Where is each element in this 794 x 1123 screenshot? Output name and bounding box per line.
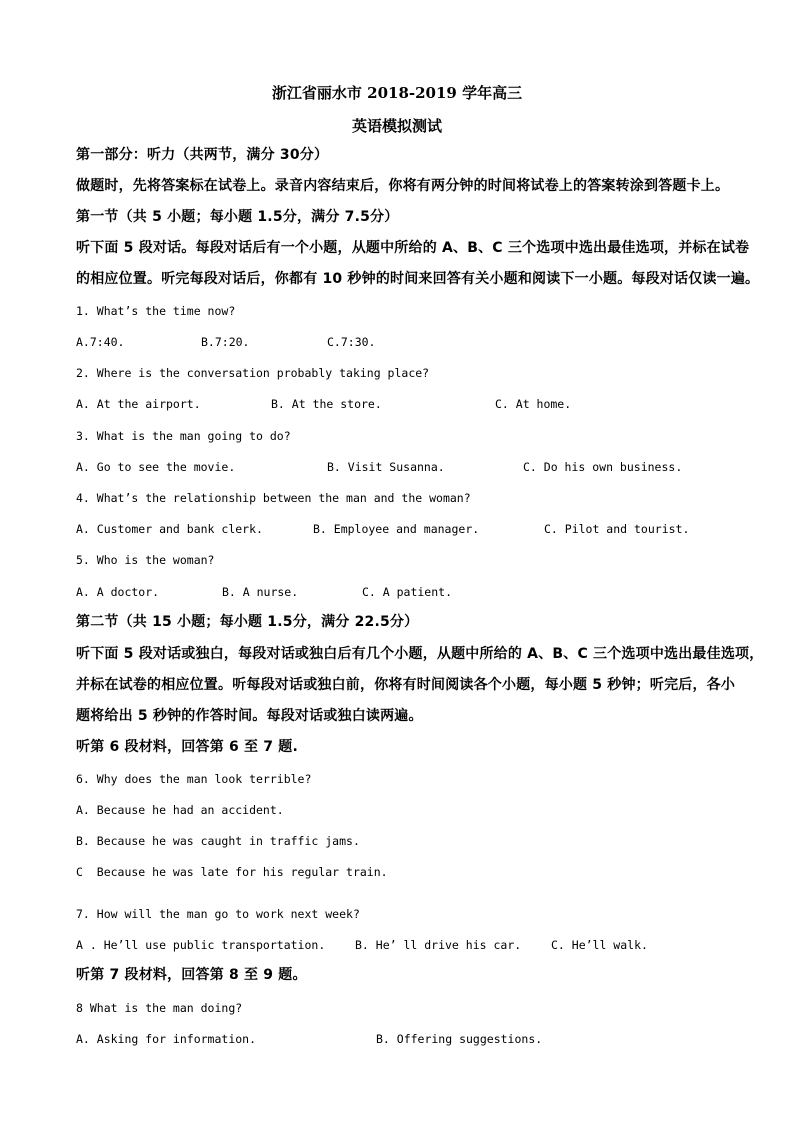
question-2-stem: 2. Where is the conversation probably taking place? — [76, 366, 430, 380]
question-3-stem: 3. What is the man going to do? — [76, 429, 291, 443]
question-4-option-b: B. Employee and manager. — [313, 522, 480, 536]
exam-title: 浙江省丽水市 2018-2019 学年高三 — [271, 84, 523, 102]
section2-instruction-line2: 并标在试卷的相应位置。听每段对话或独白前，你将有时间阅读各个小题，每小题 5 秒钟；听完后，各小 — [76, 677, 736, 693]
section1-instruction-line2: 的相应位置。听完每段对话后，你都有 10 秒钟的时间来回答有关小题和阅读下一小题。每段对话仅读一遍。 — [76, 271, 760, 287]
question-6-stem: 6. Why does the man look terrible? — [76, 772, 312, 786]
section2-heading: 第二节（共 15 小题；每小题 1.5分，满分 22.5分） — [76, 614, 419, 630]
question-4-option-a: A. Customer and bank clerk. — [76, 522, 263, 536]
section2-instruction-line3: 题将给出 5 秒钟的作答时间。每段对话或独白读两遍。 — [76, 708, 423, 724]
question-5-option-c: C. A patient. — [362, 585, 453, 599]
question-3-option-a: A. Go to see the movie. — [76, 460, 236, 474]
question-7-stem: 7. How will the man go to work next week? — [76, 907, 360, 921]
question-8-option-a: A. Asking for information. — [76, 1032, 257, 1046]
section1-heading: 第一节（共 5 小题；每小题 1.5分，满分 7.5分） — [76, 209, 399, 225]
question-1-option-b: B.7:20. — [201, 335, 250, 349]
question-7-option-c: C. He’ll walk. — [551, 938, 648, 952]
question-6-option-c: C Because he was late for his regular train. — [76, 865, 388, 879]
question-1-option-a: A.7:40. — [76, 335, 125, 349]
question-5-option-b: B. A nurse. — [222, 585, 299, 599]
question-8-stem: 8 What is the man doing? — [76, 1001, 243, 1015]
question-7-option-a: A . He’ll use public transportation. — [76, 938, 326, 952]
material-6-heading: 听第 6 段材料，回答第 6 至 7 题. — [76, 739, 298, 755]
question-4-option-c: C. Pilot and tourist. — [544, 522, 690, 536]
question-6-option-a: A. Because he had an accident. — [76, 803, 284, 817]
question-2-option-b: B. At the store. — [271, 397, 382, 411]
question-2-option-c: C. At home. — [495, 397, 572, 411]
question-8-option-b: B. Offering suggestions. — [376, 1032, 543, 1046]
question-5-stem: 5. Who is the woman? — [76, 553, 215, 567]
question-3-option-b: B. Visit Susanna. — [327, 460, 445, 474]
question-1-stem: 1. What’s the time now? — [76, 304, 236, 318]
part1-instruction: 做题时，先将答案标在试卷上。录音内容结束后，你将有两分钟的时间将试卷上的答案转涂到答题卡上。 — [76, 178, 730, 194]
question-3-option-c: C. Do his own business. — [523, 460, 683, 474]
section1-instruction-line1: 听下面 5 段对话。每段对话后有一个小题，从题中所给的 A、B、C 三个选项中选出最佳选项，并标在试卷 — [76, 240, 750, 256]
question-1-option-c: C.7:30. — [327, 335, 376, 349]
exam-subtitle: 英语模拟测试 — [351, 117, 442, 135]
part1-heading: 第一部分：听力（共两节，满分 30分） — [76, 147, 329, 163]
material-7-heading: 听第 7 段材料，回答第 8 至 9 题。 — [76, 967, 307, 983]
question-6-option-b: B. Because he was caught in traffic jams. — [76, 834, 360, 848]
question-2-option-a: A. At the airport. — [76, 397, 201, 411]
section2-instruction-line1: 听下面 5 段对话或独白，每段对话或独白后有几个小题，从题中所给的 A、B、C 三个选项中选出最佳选项， — [76, 646, 764, 662]
question-5-option-a: A. A doctor. — [76, 585, 160, 599]
question-7-option-b: B. He’ ll drive his car. — [355, 938, 522, 952]
question-4-stem: 4. What’s the relationship between the man and the woman? — [76, 491, 471, 505]
